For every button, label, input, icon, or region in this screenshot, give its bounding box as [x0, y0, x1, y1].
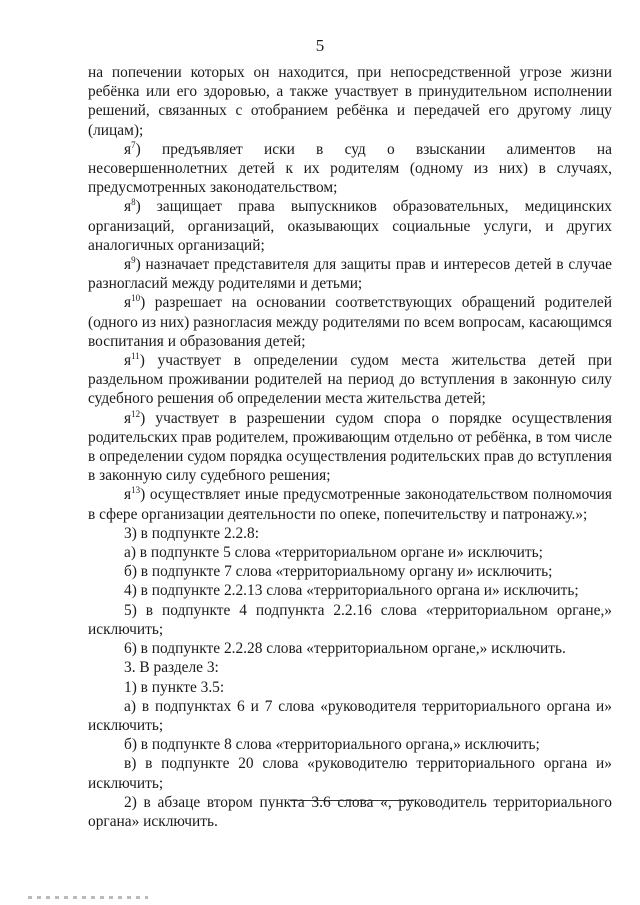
paragraph: а) в подпунктах 6 и 7 слова «руководителя территориального органа и» исключить;	[88, 697, 612, 734]
paragraph: 4) в подпункте 2.2.13 слова «территориального органа и» исключить;	[124, 582, 579, 600]
paragraph: на попечении которых он находится, при непосредственной угрозе жизни ребёнка или его здоровью, а также участвует в принудительном исполнении решений, связанных с отобранием ребёнка и передачей его другому лицу (лицам);	[88, 64, 612, 139]
paragraph: 1) в пункте 3.5:	[124, 678, 225, 696]
paragraph: $я^9$) назначает представителя для защиты прав и интересов детей в случае разногласий между родителями и детьми;	[88, 254, 612, 293]
section-heading: 3. В разделе 3:	[124, 659, 219, 677]
paragraph: а) в подпункте 5 слова «территориальном органе и» исключить;	[124, 544, 543, 562]
paragraph: $я^{11}$) участвует в определении судом места жительства детей при раздельном проживании родителей на период до вступления в законную силу судебного решения об определении места жительства детей;	[88, 350, 612, 408]
paragraph: $я^{13}$) осуществляет иные предусмотренные законодательством полномочия в сфере организации деятельности по опеке, попечительству и патронажу.»;	[88, 485, 612, 523]
paragraph: 6) в подпункте 2.2.28 слова «территориальном органе,» исключить.	[124, 640, 566, 658]
paragraph: $я^{10}$) разрешает на основании соответствующих обращений родителей (одного из них) разногласия между родителями по всем вопросам, касающимся воспитания и образования детей;	[88, 293, 612, 350]
paragraph: $я^8$) защищает права выпускников образовательных, медицинских организаций, организаций, оказывающих социальные услуги, и других аналогичных организаций;	[88, 197, 612, 254]
paragraph: 2) в абзаце втором пункта 3.6 слова «, руководитель территориального органа» исключить.	[88, 793, 612, 830]
end-separator-line	[290, 800, 414, 801]
paragraph: в) в подпункте 20 слова «руководителю территориального органа и» исключить;	[88, 755, 612, 792]
document-body	[88, 63, 612, 831]
page-number: 5	[315, 36, 325, 55]
paragraph: $я^7$) предъявляет иски в суд о взыскании алиментов на несовершеннолетних детей к их родителям (одному из них) в случаях, предусмотренных законодательством;	[88, 139, 612, 197]
paragraph: 5) в подпункте 4 подпункта 2.2.16 слова «территориальном органе,» исключить;	[88, 601, 612, 638]
scan-artifact	[28, 896, 148, 899]
paragraph: б) в подпункте 8 слова «территориального органа,» исключить;	[124, 736, 540, 754]
paragraph: $я^{12}$) участвует в разрешении судом спора о порядке осуществления родительских прав родителем, проживающим отдельно от ребёнка, в том числе в определении судом порядка осуществления родительских прав до вступления в законную силу судебного решения;	[88, 408, 612, 485]
paragraph: 3) в подпункте 2.2.8:	[124, 524, 260, 542]
paragraph: б) в подпункте 7 слова «территориальному органу и» исключить;	[124, 563, 553, 581]
